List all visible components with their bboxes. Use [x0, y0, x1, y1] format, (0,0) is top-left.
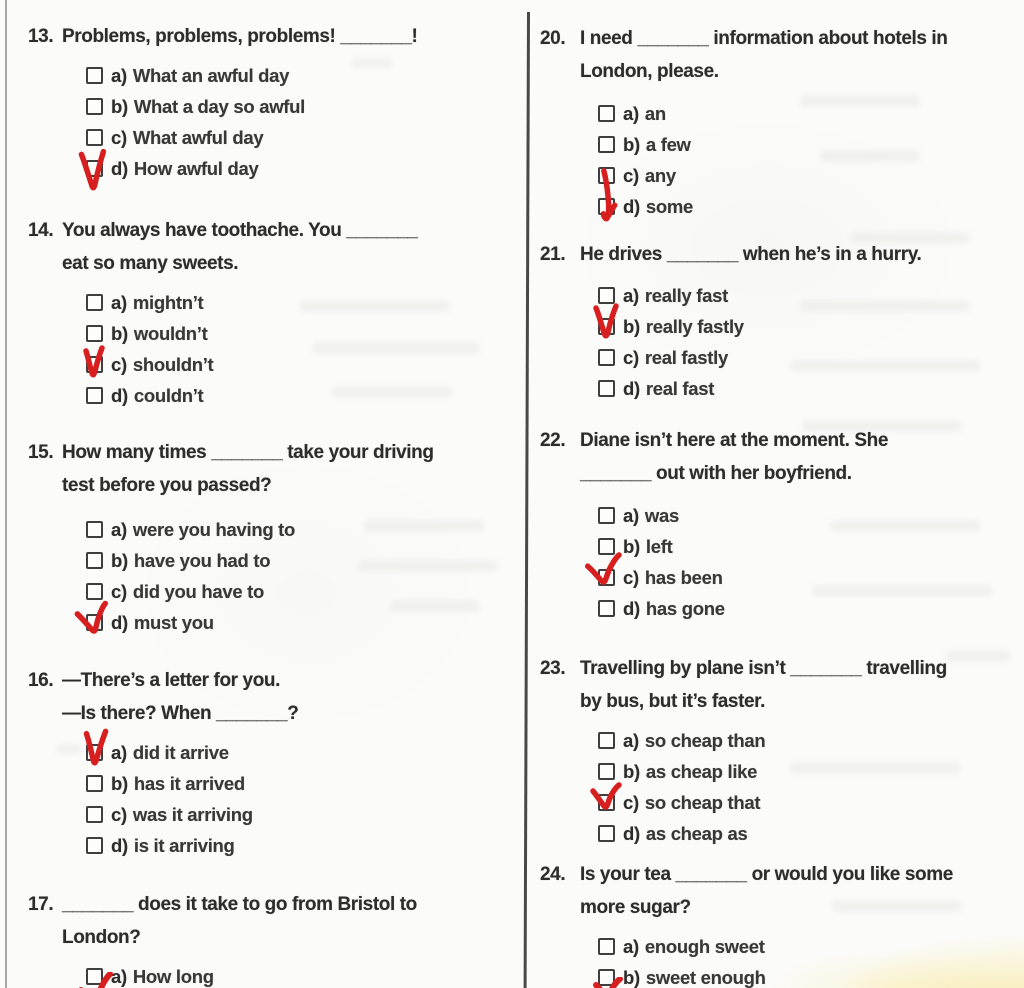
option-text: so cheap than [644, 729, 766, 751]
option-text: any [644, 164, 676, 186]
option-text: did you have to [132, 580, 265, 602]
question-number: 21. [540, 244, 566, 265]
question-number: 14. [28, 220, 54, 241]
option-letter: d) [111, 384, 128, 406]
option-text: has it arrived [133, 772, 245, 794]
checkbox-icon[interactable] [86, 98, 103, 115]
checkbox-icon[interactable] [86, 775, 103, 792]
checkbox-icon[interactable] [598, 380, 615, 397]
question-line: by bus, but it’s faster. [580, 691, 766, 712]
option-letter: a) [111, 965, 127, 987]
option-row-c[interactable] [598, 562, 888, 593]
checkbox-icon[interactable] [86, 583, 103, 600]
option-letter: a) [623, 935, 639, 957]
option-row-d[interactable] [598, 373, 921, 404]
option-text: an [644, 102, 666, 124]
checkbox-icon[interactable] [598, 969, 615, 986]
checkbox-icon[interactable] [86, 614, 103, 631]
question-line: Diane isn’t here at the moment. She [580, 430, 889, 451]
question-line: more sugar? [580, 897, 691, 918]
checkbox-icon[interactable] [598, 198, 615, 215]
option-row-a[interactable] [598, 931, 953, 962]
question-line: test before you passed? [62, 475, 272, 496]
option-row-c[interactable] [598, 160, 948, 191]
question-line: He drives _______ when he’s in a hurry. [580, 244, 922, 265]
option-row-b[interactable] [598, 311, 921, 342]
option-text: real fastly [644, 346, 728, 368]
option-letter: c) [623, 346, 639, 368]
question-line: I need _______ information about hotels in [580, 28, 948, 49]
question-number: 23. [540, 658, 566, 679]
option-text: What awful day [132, 126, 264, 148]
option-row-d[interactable] [86, 153, 417, 184]
checkbox-icon[interactable] [598, 600, 615, 617]
option-row-c[interactable] [86, 349, 417, 380]
option-letter: a) [111, 518, 127, 540]
option-letter: d) [623, 195, 640, 217]
option-text: mightn’t [132, 291, 204, 313]
question-line: How many times _______ take your driving [62, 442, 434, 463]
option-text: a few [645, 133, 691, 155]
option-letter: d) [111, 834, 128, 856]
option-letter: c) [623, 566, 639, 588]
checkbox-icon[interactable] [598, 938, 615, 955]
option-letter: d) [623, 597, 640, 619]
checkbox-icon[interactable] [86, 837, 103, 854]
question-16 [28, 664, 298, 861]
option-text: as cheap as [645, 822, 748, 844]
question-line: London? [62, 927, 141, 948]
option-row-a[interactable] [598, 725, 947, 756]
question-14 [28, 214, 417, 411]
option-row-a[interactable] [86, 961, 417, 988]
option-row-a[interactable] [86, 514, 434, 545]
question-number: 13. [28, 26, 54, 47]
checkbox-icon[interactable] [86, 129, 103, 146]
option-row-d[interactable] [598, 593, 888, 624]
checkbox-icon[interactable] [598, 569, 615, 586]
question-23 [540, 652, 947, 849]
option-text: couldn’t [133, 384, 204, 406]
option-letter: d) [623, 822, 640, 844]
option-row-b[interactable] [598, 962, 953, 988]
option-text: How awful day [133, 157, 259, 179]
option-text: some [645, 195, 694, 217]
bleed-through-artifact [946, 650, 1010, 662]
option-letter: b) [623, 133, 640, 155]
checkbox-icon[interactable] [86, 968, 103, 985]
option-letter: c) [623, 791, 639, 813]
question-21 [540, 238, 921, 404]
option-row-b[interactable] [598, 756, 947, 787]
option-letter: b) [111, 322, 128, 344]
checkbox-icon[interactable] [598, 825, 615, 842]
checkbox-icon[interactable] [86, 294, 103, 311]
option-text: left [645, 535, 673, 557]
checkbox-icon[interactable] [86, 806, 103, 823]
option-text: have you had to [133, 549, 271, 571]
question-line: You always have toothache. You _______ [62, 220, 418, 241]
option-row-b[interactable] [86, 318, 417, 349]
question-number: 16. [28, 670, 54, 691]
option-row-d[interactable] [86, 607, 434, 638]
option-text: must you [133, 611, 214, 633]
option-text: really fastly [645, 315, 744, 337]
option-text: were you having to [132, 518, 296, 540]
checkbox-icon[interactable] [598, 287, 615, 304]
question-22 [540, 424, 888, 624]
question-20 [540, 22, 948, 222]
option-text: wouldn’t [133, 322, 208, 344]
option-row-a[interactable] [598, 98, 948, 129]
option-text: sweet enough [645, 966, 766, 988]
option-letter: b) [111, 95, 128, 117]
column-divider-line [524, 12, 530, 988]
option-text: has gone [645, 597, 725, 619]
checkbox-icon[interactable] [86, 356, 103, 373]
checkbox-icon[interactable] [86, 67, 103, 84]
option-letter: a) [111, 64, 127, 86]
option-row-a[interactable] [598, 280, 921, 311]
option-row-a[interactable] [86, 287, 417, 318]
option-row-d[interactable] [86, 830, 298, 861]
question-number: 17. [28, 894, 54, 915]
option-letter: c) [111, 580, 127, 602]
question-line: _______ out with her boyfriend. [580, 463, 852, 484]
checkbox-icon[interactable] [86, 552, 103, 569]
option-letter: d) [623, 377, 640, 399]
question-13 [28, 20, 417, 184]
option-text: shouldn’t [132, 353, 214, 375]
option-letter: a) [111, 741, 127, 763]
question-line: London, please. [580, 61, 719, 82]
option-row-b[interactable] [598, 129, 948, 160]
checkbox-icon[interactable] [598, 349, 615, 366]
checkbox-icon[interactable] [86, 160, 103, 177]
option-row-b[interactable] [86, 91, 417, 122]
checkbox-icon[interactable] [598, 538, 615, 555]
option-text: has been [644, 566, 723, 588]
option-text: real fast [645, 377, 715, 399]
option-row-c[interactable] [598, 342, 921, 373]
option-text: enough sweet [644, 935, 765, 957]
question-24 [540, 858, 953, 988]
checkbox-icon[interactable] [598, 763, 615, 780]
question-line: Is your tea _______ or would you like some [580, 864, 953, 885]
checkbox-icon[interactable] [86, 387, 103, 404]
checkbox-icon[interactable] [598, 167, 615, 184]
option-letter: a) [623, 284, 639, 306]
question-number: 24. [540, 864, 566, 885]
option-letter: a) [623, 729, 639, 751]
checkbox-icon[interactable] [598, 136, 615, 153]
option-letter: b) [623, 966, 640, 988]
option-row-a[interactable] [86, 60, 417, 91]
option-letter: b) [623, 315, 640, 337]
option-row-a[interactable] [598, 500, 888, 531]
option-row-b[interactable] [598, 531, 888, 562]
option-letter: a) [111, 291, 127, 313]
option-text: so cheap that [644, 791, 761, 813]
option-letter: c) [111, 803, 127, 825]
option-letter: b) [623, 535, 640, 557]
question-line: eat so many sweets. [62, 253, 239, 274]
option-text: is it arriving [133, 834, 235, 856]
option-letter: a) [623, 504, 639, 526]
question-number: 20. [540, 28, 566, 49]
option-letter: d) [111, 157, 128, 179]
option-text: How long [132, 965, 214, 987]
option-letter: a) [623, 102, 639, 124]
question-17 [28, 888, 417, 988]
checkbox-icon[interactable] [598, 105, 615, 122]
option-row-c[interactable] [86, 576, 434, 607]
checkbox-icon[interactable] [86, 325, 103, 342]
option-row-d[interactable] [598, 818, 947, 849]
option-text: really fast [644, 284, 728, 306]
option-text: was it arriving [132, 803, 253, 825]
option-text: was [644, 504, 679, 526]
page-edge-line [5, 0, 7, 988]
checkbox-icon[interactable] [598, 732, 615, 749]
option-letter: b) [111, 772, 128, 794]
checkbox-icon[interactable] [598, 507, 615, 524]
question-line: Problems, problems, problems! _______! [62, 26, 418, 47]
option-letter: c) [111, 353, 127, 375]
option-row-b[interactable] [86, 545, 434, 576]
option-row-d[interactable] [86, 380, 417, 411]
option-letter: c) [111, 126, 127, 148]
option-text: What an awful day [132, 64, 290, 86]
option-row-a[interactable] [86, 737, 298, 768]
option-letter: c) [623, 164, 639, 186]
option-letter: d) [111, 611, 128, 633]
checkbox-icon[interactable] [86, 521, 103, 538]
checkbox-icon[interactable] [598, 318, 615, 335]
question-15 [28, 436, 434, 638]
option-row-b[interactable] [86, 768, 298, 799]
option-letter: b) [111, 549, 128, 571]
option-row-c[interactable] [598, 787, 947, 818]
question-line: _______ does it take to go from Bristol to [62, 894, 417, 915]
option-row-c[interactable] [86, 799, 298, 830]
checkbox-icon[interactable] [86, 744, 103, 761]
option-row-c[interactable] [86, 122, 417, 153]
option-text: as cheap like [645, 760, 758, 782]
question-line: —There’s a letter for you. [62, 670, 281, 691]
option-row-d[interactable] [598, 191, 948, 222]
option-text: What a day so awful [133, 95, 305, 117]
question-line: Travelling by plane isn’t _______ travelling [580, 658, 947, 679]
question-number: 15. [28, 442, 54, 463]
option-letter: b) [623, 760, 640, 782]
question-number: 22. [540, 430, 566, 451]
option-text: did it arrive [132, 741, 229, 763]
question-line: —Is there? When _______? [62, 703, 299, 724]
checkbox-icon[interactable] [598, 794, 615, 811]
